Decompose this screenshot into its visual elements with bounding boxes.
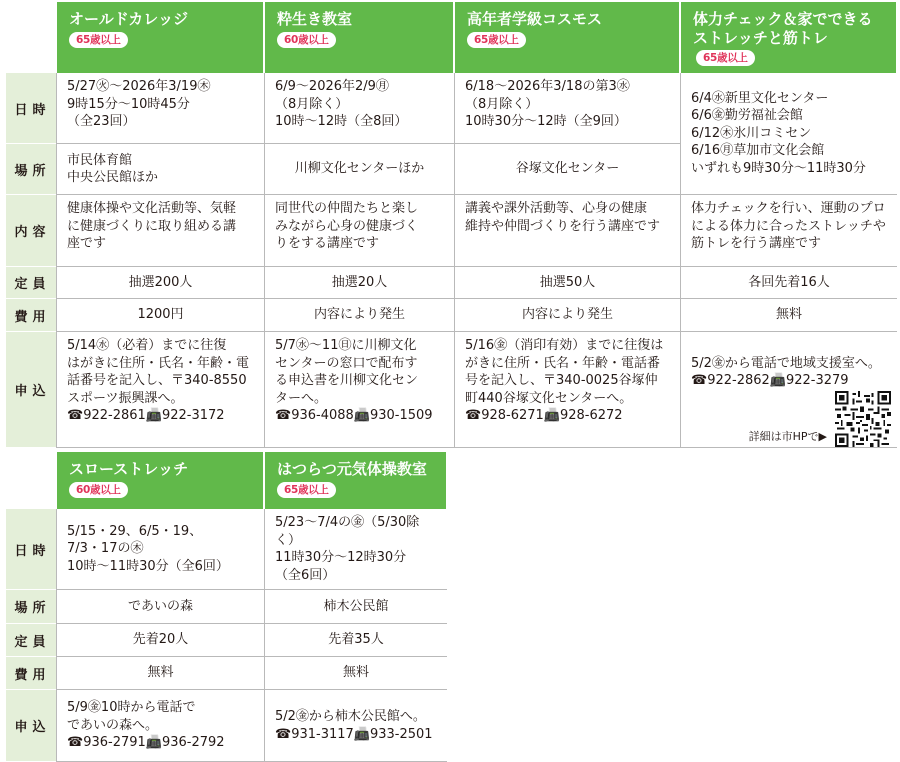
fee-cell: 無料 [264,657,447,690]
datetime-cell: 5/27㊋～2026年3/19㊍ 9時15分～10時45分 （全23回） [56,73,264,144]
age-badge: 65歳以上 [696,50,755,66]
apply-cell: 5/16㊎（消印有効）までに往復は がきに住所・氏名・年齢・電話番 号を記入し、〒340-0025谷塚仲 町440谷塚文化センターへ。 ☎928-6271📠928-6272 [454,332,680,448]
row-label-content: 内容 [6,195,56,267]
age-badge: 65歳以上 [277,482,336,498]
course-header [264,452,447,509]
course-header [680,2,897,73]
capacity-cell: 抽選200人 [56,267,264,299]
apply-cell: 5/14㊌（必着）までに往復 はがきに住所・氏名・年齢・電 話番号を記入し、〒340-8550 スポーツ振興課へ。 ☎922-2861📠922-3172 [56,332,264,448]
age-badge: 60歳以上 [69,482,128,498]
capacity-cell: 各回先着16人 [680,267,897,299]
course-title: スローストレッチ [69,460,189,478]
apply-cell: 5/7㊌～11㊐に川柳文化 センターの窓口で配布す る申込書を川柳文化セン ターへ。 ☎936-4088📠930-1509 [264,332,454,448]
course-table-1 [6,2,897,448]
course-header [56,452,264,509]
place-cell: 川柳文化センターほか [264,144,454,195]
content-cell: 体力チェックを行い、運動のプロ による体力に合ったストレッチや 筋トレを行う講座です [680,195,897,267]
datetime-cell: 6/18～2026年3/18の第3㊌ （8月除く） 10時30分～12時（全9回） [454,73,680,144]
course-title: 高年者学級コスモス [467,10,603,28]
place-cell: であいの森 [56,590,264,624]
capacity-cell: 先着20人 [56,624,264,657]
course-title: 粋生き教室 [277,10,353,28]
datetime-cell: 5/15・29、6/5・19、 7/3・17の㊍ 10時～11時30分（全6回） [56,509,264,590]
course-title-line2: ストレッチと筋トレ [693,29,828,47]
detail-note: 詳細は市HPで▶ [748,429,827,443]
place-cell: 谷塚文化センター [454,144,680,195]
apply-cell: 5/9㊎10時から電話で であいの森へ。 ☎936-2791📠936-2792 [56,690,264,762]
course-header [264,2,454,73]
course-title: オールドカレッジ [69,10,189,28]
row-label-capacity: 定員 [6,267,56,299]
course-header [56,2,264,73]
corner-cell [6,452,56,509]
row-label-datetime: 日時 [6,73,56,144]
fee-cell: 1200円 [56,299,264,332]
place-cell: 柿木公民館 [264,590,447,624]
row-label-apply: 申込 [6,690,56,762]
apply-text: 5/2㊎から電話で地域支援室へ。 ☎922-2862📠922-3279 [691,355,881,388]
content-cell: 健康体操や文化活動等、気軽 に健康づくりに取り組める講 座です [56,195,264,267]
row-label-place: 場所 [6,144,56,195]
row-label-fee: 費用 [6,657,56,690]
fee-cell: 内容により発生 [454,299,680,332]
fee-cell: 内容により発生 [264,299,454,332]
age-badge: 60歳以上 [277,32,336,48]
apply-cell: 5/2㊎から柿木公民館へ。 ☎931-3117📠933-2501 [264,690,447,762]
datetime-cell: 5/23～7/4の㊎（5/30除く） 11時30分～12時30分 （全6回） [264,509,447,590]
course-title: 体力チェック＆家でできる [693,10,873,28]
row-label-apply: 申込 [6,332,56,448]
capacity-cell: 抽選50人 [454,267,680,299]
datetime-place-cell: 6/4㊌新里文化センター 6/6㊎勤労福祉会館 6/12㊍氷川コミセン 6/16㊊草加市文化会館 いずれも9時30分～11時30分 [680,73,897,195]
row-label-capacity: 定員 [6,624,56,657]
capacity-cell: 抽選20人 [264,267,454,299]
course-table-2 [6,452,447,762]
apply-cell [680,332,897,448]
course-header [454,2,680,73]
age-badge: 65歳以上 [69,32,128,48]
row-label-fee: 費用 [6,299,56,332]
course-title: はつらつ元気体操教室 [277,460,427,478]
content-cell: 講義や課外活動等、心身の健康 維持や仲間づくりを行う講座です [454,195,680,267]
qr-code-icon[interactable] [835,391,891,447]
row-label-place: 場所 [6,590,56,624]
capacity-cell: 先着35人 [264,624,447,657]
content-cell: 同世代の仲間たちと楽し みながら心身の健康づく りをする講座です [264,195,454,267]
corner-cell [6,2,56,73]
row-label-datetime: 日時 [6,509,56,590]
age-badge: 65歳以上 [467,32,526,48]
place-cell: 市民体育館 中央公民館ほか [56,144,264,195]
datetime-cell: 6/9～2026年2/9㊊ （8月除く） 10時～12時（全8回） [264,73,454,144]
fee-cell: 無料 [680,299,897,332]
fee-cell: 無料 [56,657,264,690]
